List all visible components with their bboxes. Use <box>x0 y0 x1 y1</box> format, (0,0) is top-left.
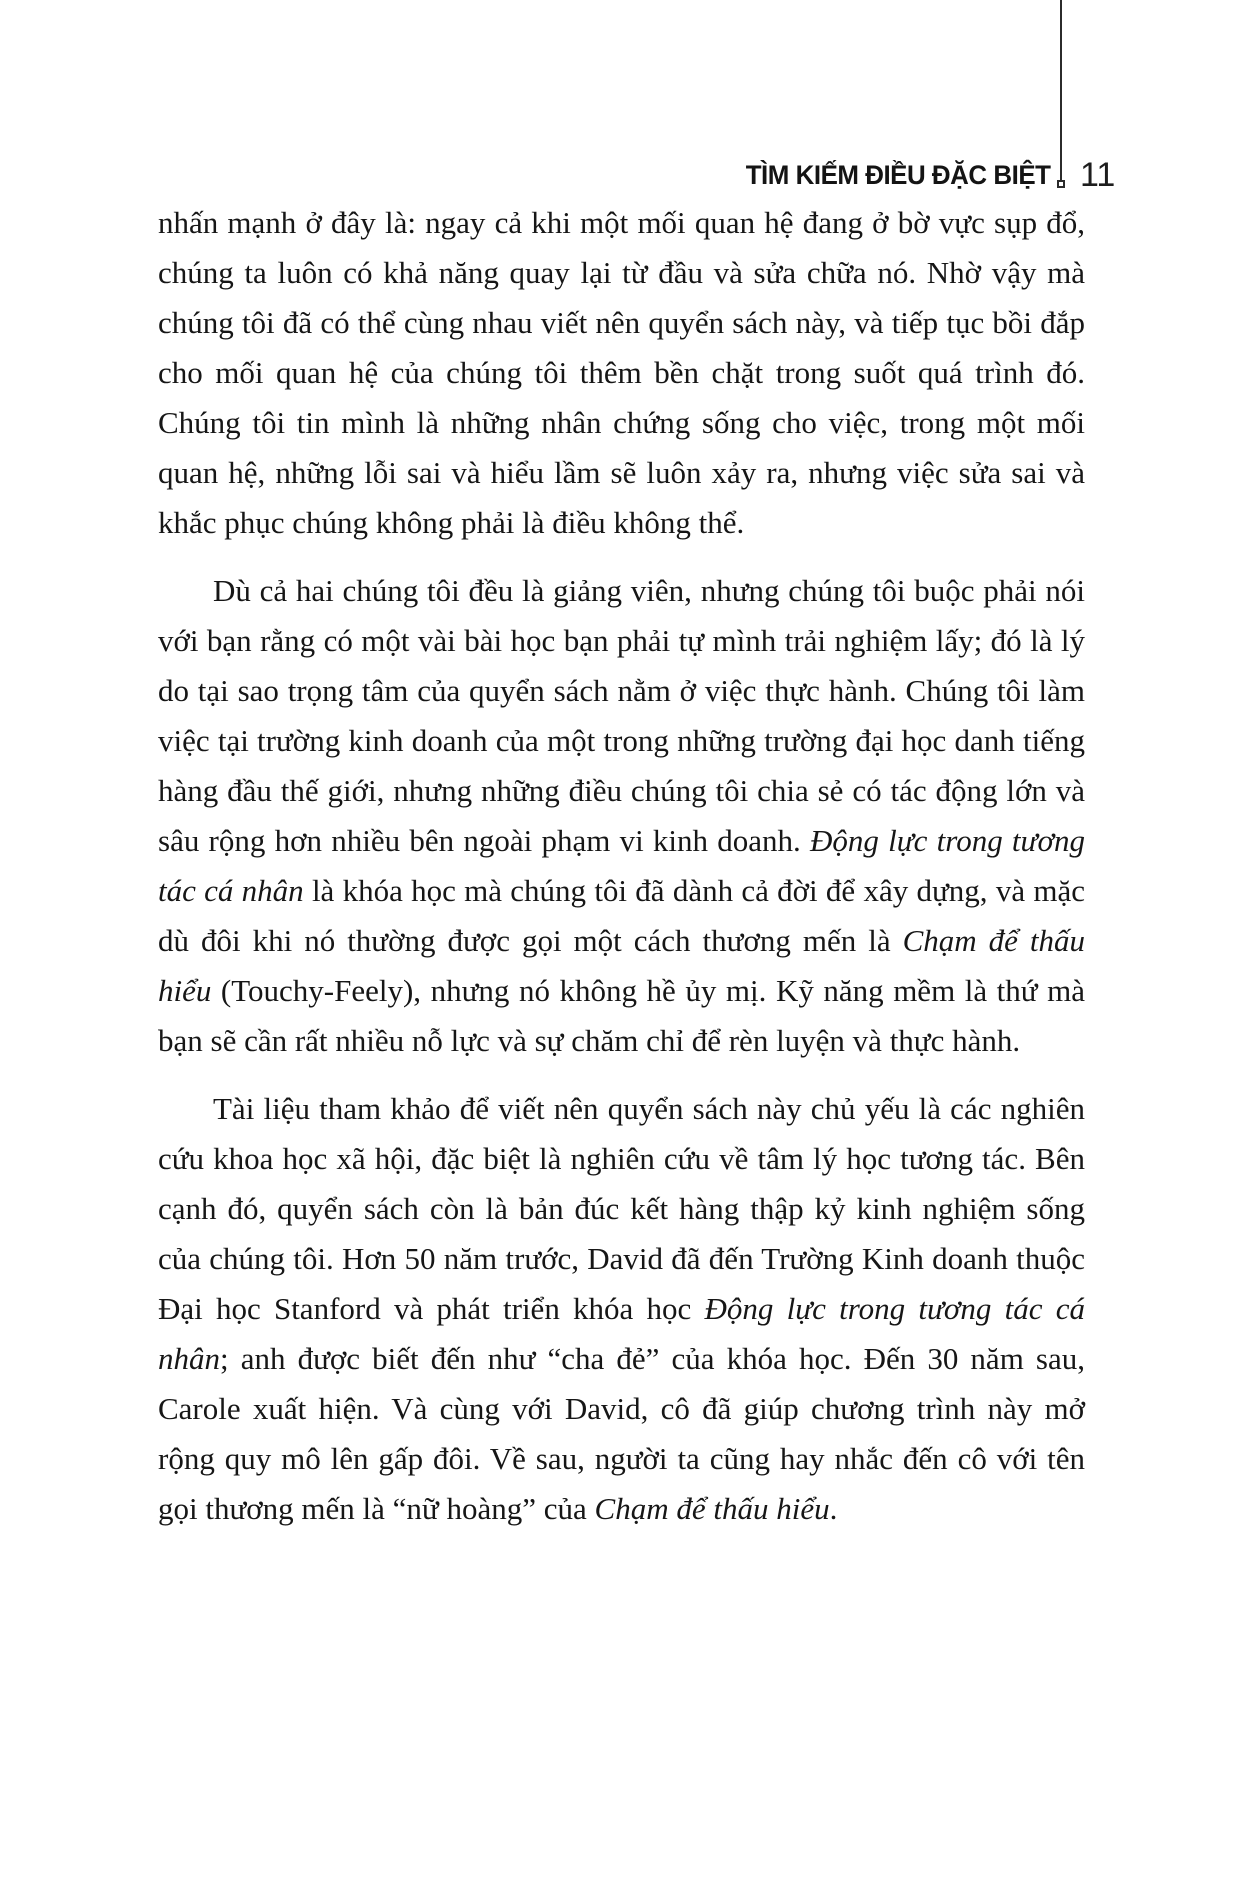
italic-run-book-title: Chạm để thấu hiểu <box>594 1491 830 1526</box>
running-header-title: TÌM KIẾM ĐIỀU ĐẶC BIỆT <box>745 160 1050 190</box>
text-run: . <box>829 1491 838 1526</box>
italic-run-book-title: Chạm để thấu hiểu <box>158 923 1086 1008</box>
text-run: Tài liệu tham khảo để viết nên quyển sách này chủ yếu là các nghiên cứu khoa học xã hội, đặc biệt là nghiên cứu về tâm lý học tương tác. Bên cạnh đó, quyển sách còn là bản đúc kết hàng thập kỷ kinh nghiệm sống của chúng tôi. Hơn 50 năm trước, David đã đến Trường Kinh doanh thuộc Đại học Stanford và phát triển khóa học <box>158 1091 1085 1326</box>
paragraph-1 <box>158 198 1085 548</box>
text-run: (Touchy-Feely), nhưng nó không hề ủy mị. Kỹ năng mềm là thứ mà bạn sẽ cần rất nhiều nỗ lực và sự chăm chỉ để rèn luyện và thực hành. <box>158 973 1085 1058</box>
text-run: là khóa học mà chúng tôi đã dành cả đời để xây dựng, và mặc dù đôi khi nó thường được gọi một cách thương mến là <box>158 873 1085 958</box>
paragraph-2 <box>158 566 1085 1066</box>
text-run: nhấn mạnh ở đây là: ngay cả khi một mối quan hệ đang ở bờ vực sụp đổ, chúng ta luôn có khả năng quay lại từ đầu và sửa chữa nó. Nhờ vậy mà chúng tôi đã có thể cùng nhau viết nên quyển sách này, và tiếp tục bồi đắp cho mối quan hệ của chúng tôi thêm bền chặt trong suốt quá trình đó. Chúng tôi tin mình là những nhân chứng sống cho việc, trong một mối quan hệ, những lỗi sai và hiểu lầm sẽ luôn xảy ra, nhưng việc sửa sai và khắc phục chúng không phải là điều không thể. <box>158 205 1085 540</box>
italic-run-course-title: Động lực trong tương tác cá nhân <box>158 1291 1085 1376</box>
paragraph-3 <box>158 1084 1085 1534</box>
text-run: ; anh được biết đến như “cha đẻ” của khóa học. Đến 30 năm sau, Carole xuất hiện. Và cùng với David, cô đã giúp chương trình này mở rộng quy mô lên gấp đôi. Về sau, người ta cũng hay nhắc đến cô với tên gọi thương mến là “nữ hoàng” của <box>158 1341 1085 1526</box>
body-text-block <box>158 198 1085 1552</box>
header-rule-square-terminator <box>1057 180 1065 188</box>
header-vertical-rule <box>1060 0 1062 181</box>
italic-run-course-title: Động lực trong tương tác cá nhân <box>158 823 1085 908</box>
page-number: 11 <box>1080 156 1116 194</box>
text-run: Dù cả hai chúng tôi đều là giảng viên, nhưng chúng tôi buộc phải nói với bạn rằng có một vài bài học bạn phải tự mình trải nghiệm lấy; đó là lý do tại sao trọng tâm của quyển sách nằm ở việc thực hành. Chúng tôi làm việc tại trường kinh doanh của một trong những trường đại học danh tiếng hàng đầu thế giới, nhưng những điều chúng tôi chia sẻ có tác động lớn và sâu rộng hơn nhiều bên ngoài phạm vi kinh doanh. <box>158 573 1085 858</box>
